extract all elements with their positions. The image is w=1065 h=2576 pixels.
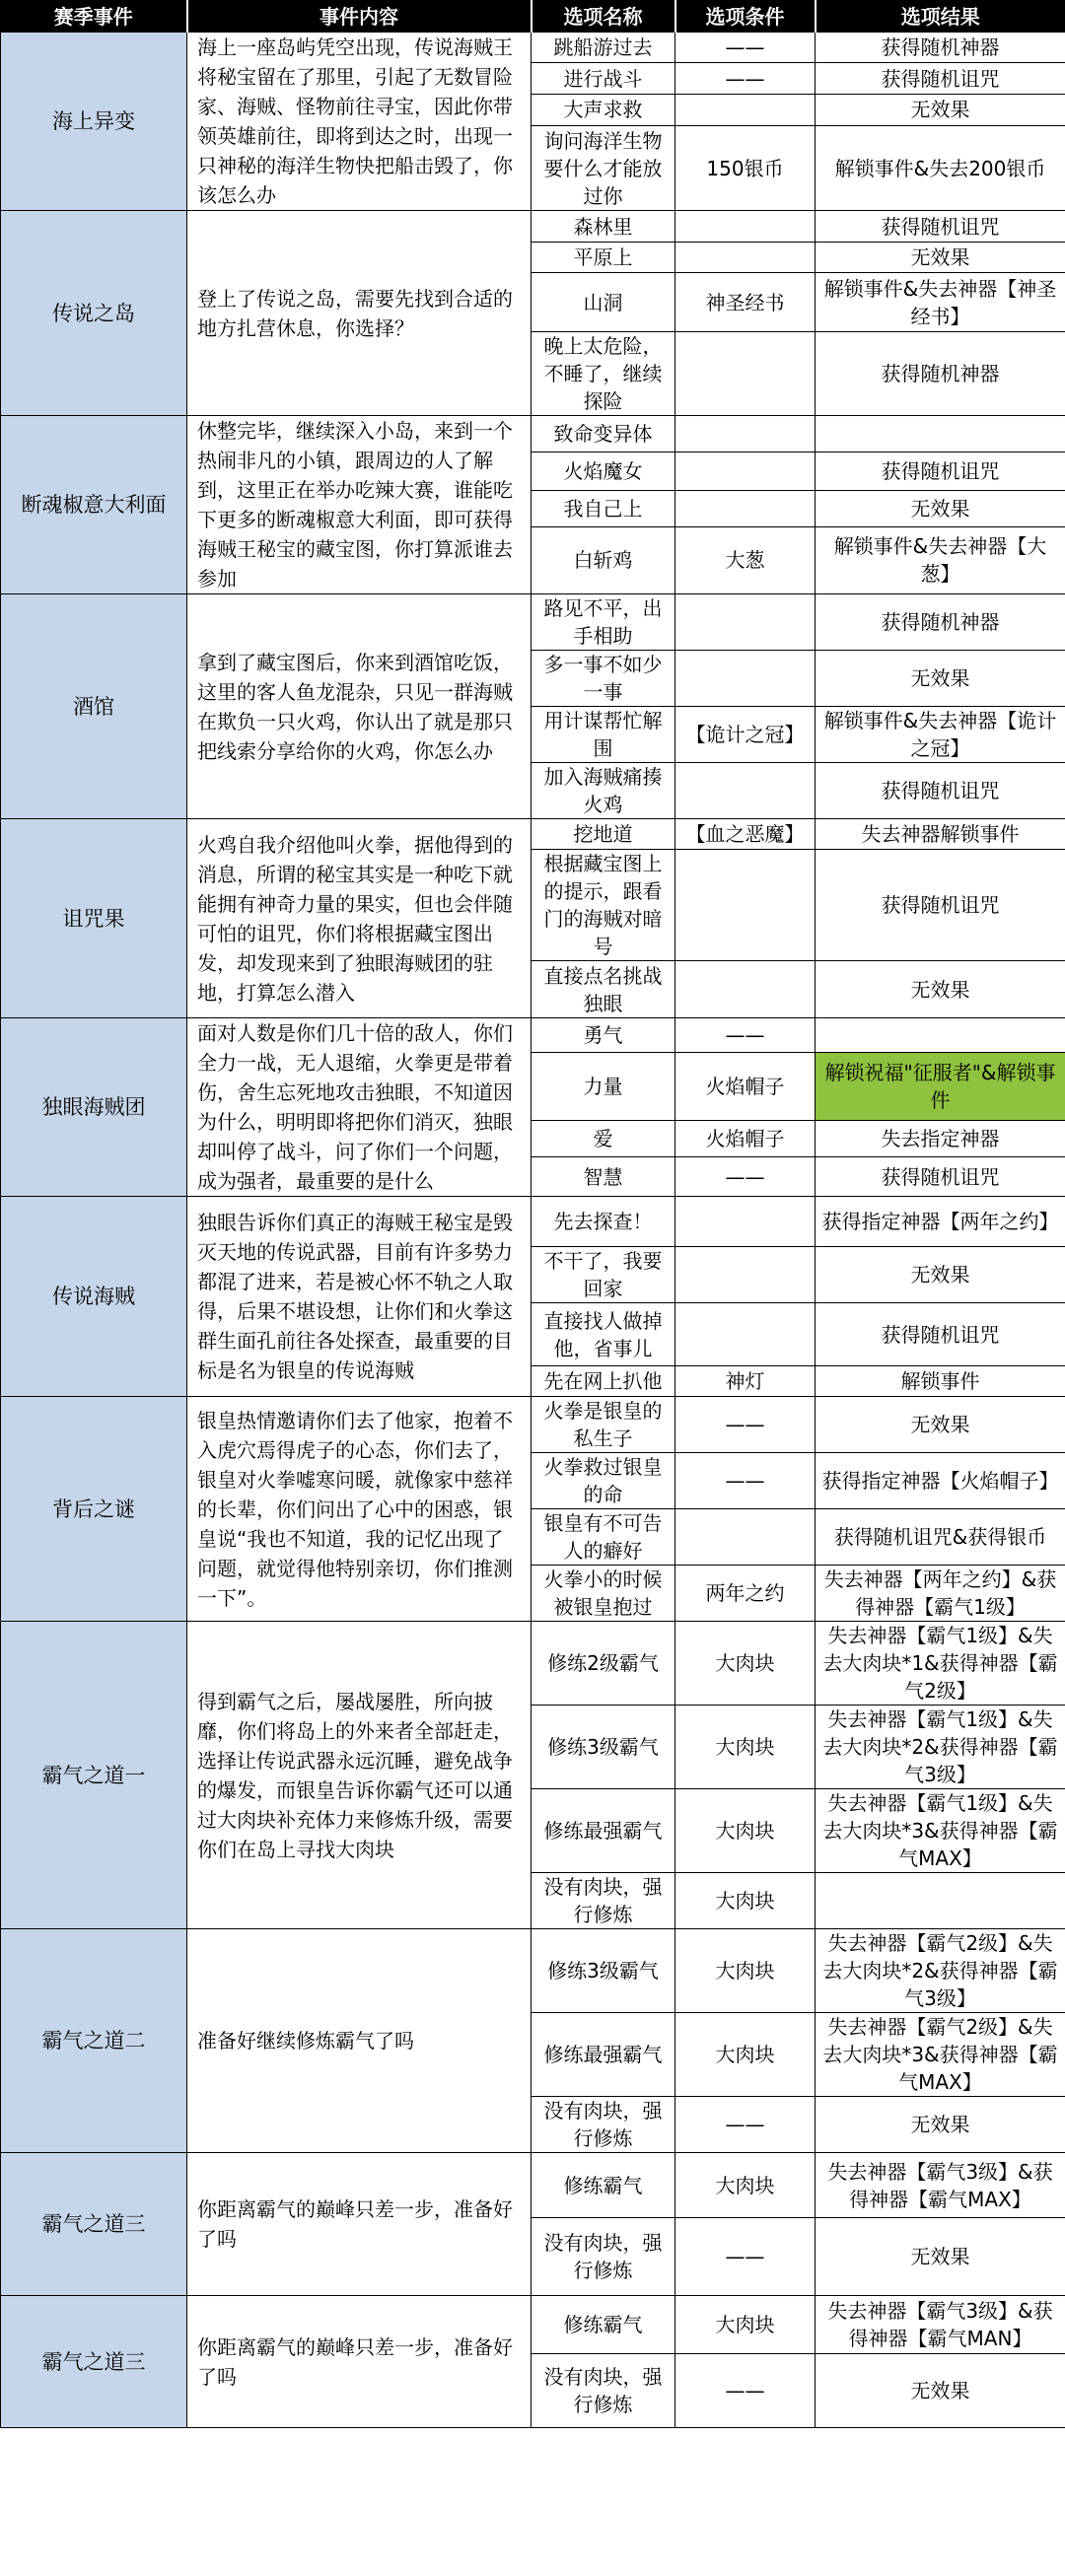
option-name: 询问海洋生物要什么才能放过你	[532, 126, 675, 211]
event-name: 霸气之道一	[1, 1622, 187, 1929]
option-result: 无效果	[816, 2354, 1065, 2428]
option-name: 没有肉块，强行修炼	[532, 1873, 675, 1929]
option-result: 无效果	[816, 1397, 1065, 1453]
option-name: 我自己上	[532, 490, 675, 526]
option-condition: ——	[675, 1453, 816, 1509]
option-condition: 两年之约	[675, 1566, 816, 1622]
option-condition: ——	[675, 63, 816, 94]
option-condition	[675, 651, 816, 707]
option-result	[816, 1018, 1065, 1053]
table-row	[1, 1197, 1065, 1247]
option-condition: ——	[675, 1157, 816, 1197]
header-option-condition: 选项条件	[675, 1, 816, 33]
table-row	[1, 33, 1065, 63]
option-condition: ——	[675, 1018, 816, 1053]
option-result: 获得随机诅咒&获得银币	[816, 1509, 1065, 1566]
header-row	[1, 1, 1065, 33]
header-season-event: 赛季事件	[1, 1, 187, 33]
option-name: 没有肉块，强行修炼	[532, 2354, 675, 2428]
option-name: 火拳是银皇的私生子	[532, 1397, 675, 1453]
option-name: 银皇有不可告人的癖好	[532, 1509, 675, 1566]
option-result: 获得随机诅咒	[816, 763, 1065, 819]
event-content: 得到霸气之后，屡战屡胜，所向披靡，你们将岛上的外来者全部赶走，选择让传说武器永远沉睡，避免战争的爆发，而银皇告诉你霸气还可以通过大肉块补充体力来修炼升级，需要你们在岛上寻找大肉块	[187, 1622, 532, 1929]
option-condition: 大肉块	[675, 2153, 816, 2218]
option-result: 解锁事件&失去200银币	[816, 126, 1065, 211]
option-name: 修练霸气	[532, 2296, 675, 2354]
option-result	[816, 416, 1065, 453]
option-condition: 大肉块	[675, 2296, 816, 2354]
option-name: 力量	[532, 1052, 675, 1121]
option-name: 跳船游过去	[532, 33, 675, 63]
option-result: 解锁祝福"征服者"&解锁事件	[816, 1052, 1065, 1121]
option-name: 修练2级霸气	[532, 1622, 675, 1706]
header-event-content: 事件内容	[187, 1, 532, 33]
option-name: 多一事不如少一事	[532, 651, 675, 707]
option-condition	[675, 850, 816, 961]
table-row	[1, 416, 1065, 453]
option-condition: 大肉块	[675, 1622, 816, 1706]
option-name: 火焰魔女	[532, 453, 675, 490]
option-name: 火拳救过银皇的命	[532, 1453, 675, 1509]
option-name: 先在网上扒他	[532, 1366, 675, 1397]
option-result: 获得随机诅咒	[816, 1157, 1065, 1197]
option-condition: 神圣经书	[675, 273, 816, 332]
event-content: 面对人数是你们几十倍的敌人，你们全力一战，无人退缩，火拳更是带着伤，舍生忘死地攻击独眼，不知道因为什么，明明即将把你们消灭，独眼却叫停了战斗，问了你们一个问题，成为强者，最重要的是什么	[187, 1018, 532, 1197]
option-result: 失去神器【霸气2级】&失去大肉块*3&获得神器【霸气MAX】	[816, 2013, 1065, 2097]
table-row	[1, 1018, 1065, 1053]
option-condition: 【血之恶魔】	[675, 819, 816, 850]
event-content: 银皇热情邀请你们去了他家，抱着不入虎穴焉得虎子的心态，你们去了，银皇对火拳嘘寒问暖，就像家中慈祥的长辈，你们问出了心中的困惑，银皇说“我也不知道，我的记忆出现了问题，就觉得他特别亲切，你们推测一下”。	[187, 1397, 532, 1622]
option-result: 获得随机诅咒	[816, 453, 1065, 490]
option-result: 失去神器【霸气1级】&失去大肉块*2&获得神器【霸气3级】	[816, 1706, 1065, 1789]
table-row	[1, 211, 1065, 243]
option-result: 失去指定神器	[816, 1121, 1065, 1157]
option-result: 无效果	[816, 94, 1065, 125]
option-condition: ——	[675, 2218, 816, 2296]
option-condition: 大肉块	[675, 2013, 816, 2097]
option-result: 获得随机神器	[816, 33, 1065, 63]
option-name: 进行战斗	[532, 63, 675, 94]
option-name: 用计谋帮忙解围	[532, 707, 675, 763]
option-name: 加入海贼痛揍火鸡	[532, 763, 675, 819]
option-name: 直接点名挑战独眼	[532, 961, 675, 1018]
option-result: 无效果	[816, 2218, 1065, 2296]
table-row	[1, 594, 1065, 651]
option-result: 获得随机诅咒	[816, 63, 1065, 94]
option-name: 勇气	[532, 1018, 675, 1053]
option-condition: 150银币	[675, 126, 816, 211]
event-content: 你距离霸气的巅峰只差一步，准备好了吗	[187, 2296, 532, 2428]
option-condition	[675, 332, 816, 416]
option-condition: ——	[675, 1397, 816, 1453]
option-result: 解锁事件&失去神器【大葱】	[816, 526, 1065, 593]
option-condition	[675, 416, 816, 453]
option-result: 失去神器【霸气3级】&获得神器【霸气MAX】	[816, 2153, 1065, 2218]
option-condition: ——	[675, 2354, 816, 2428]
event-content: 你距离霸气的巅峰只差一步，准备好了吗	[187, 2153, 532, 2296]
option-condition	[675, 453, 816, 490]
event-content: 独眼告诉你们真正的海贼王秘宝是毁灭天地的传说武器，目前有许多势力都混了进来，若是被心怀不轨之人取得，后果不堪设想，让你们和火拳这群生面孔前往各处探查，最重要的目标是名为银皇的传说海贼	[187, 1197, 532, 1397]
option-result: 失去神器【霸气3级】&获得神器【霸气MAN】	[816, 2296, 1065, 2354]
option-condition	[675, 490, 816, 526]
event-name: 霸气之道三	[1, 2296, 187, 2428]
event-content: 火鸡自我介绍他叫火拳，据他得到的消息，所谓的秘宝其实是一种吃下就能拥有神奇力量的果实，但也会伴随可怕的诅咒，你们将根据藏宝图出发，却发现来到了独眼海贼团的驻地，打算怎么潜入	[187, 819, 532, 1018]
option-condition	[675, 1509, 816, 1566]
event-content: 休整完毕，继续深入小岛，来到一个热闹非凡的小镇，跟周边的人了解到，这里正在举办吃辣大赛，谁能吃下更多的断魂椒意大利面，即可获得海贼王秘宝的藏宝图，你打算派谁去参加	[187, 416, 532, 594]
event-content: 登上了传说之岛，需要先找到合适的地方扎营休息，你选择？	[187, 211, 532, 416]
option-condition	[675, 763, 816, 819]
option-name: 致命变异体	[532, 416, 675, 453]
option-name: 根据藏宝图上的提示，跟看门的海贼对暗号	[532, 850, 675, 961]
event-name: 霸气之道二	[1, 1929, 187, 2153]
option-result: 无效果	[816, 651, 1065, 707]
option-result: 解锁事件&失去神器【诡计之冠】	[816, 707, 1065, 763]
option-condition: 大肉块	[675, 1706, 816, 1789]
event-name: 霸气之道三	[1, 2153, 187, 2296]
option-result: 获得随机诅咒	[816, 211, 1065, 243]
option-name: 没有肉块，强行修炼	[532, 2097, 675, 2153]
option-result: 失去神器【霸气1级】&失去大肉块*3&获得神器【霸气MAX】	[816, 1789, 1065, 1873]
option-name: 不干了，我要回家	[532, 1247, 675, 1303]
option-condition: ——	[675, 33, 816, 63]
option-condition	[675, 961, 816, 1018]
option-result: 无效果	[816, 2097, 1065, 2153]
option-name: 先去探查！	[532, 1197, 675, 1247]
option-name: 山洞	[532, 273, 675, 332]
option-condition	[675, 1197, 816, 1247]
event-name: 传说海贼	[1, 1197, 187, 1397]
option-condition: 【诡计之冠】	[675, 707, 816, 763]
option-result: 获得随机神器	[816, 594, 1065, 651]
option-result: 失去神器【霸气2级】&失去大肉块*2&获得神器【霸气3级】	[816, 1929, 1065, 2013]
table-row	[1, 1929, 1065, 2013]
option-name: 火拳小的时候被银皇抱过	[532, 1566, 675, 1622]
option-name: 大声求救	[532, 94, 675, 125]
option-condition: 神灯	[675, 1366, 816, 1397]
option-name: 修练3级霸气	[532, 1706, 675, 1789]
option-condition: 火焰帽子	[675, 1052, 816, 1121]
option-result	[816, 1873, 1065, 1929]
event-name: 传说之岛	[1, 211, 187, 416]
option-result: 解锁事件&失去神器【神圣经书】	[816, 273, 1065, 332]
table-row	[1, 2296, 1065, 2354]
option-name: 没有肉块，强行修炼	[532, 2218, 675, 2296]
event-name: 背后之谜	[1, 1397, 187, 1622]
option-name: 森林里	[532, 211, 675, 243]
event-content: 海上一座岛屿凭空出现，传说海贼王将秘宝留在了那里，引起了无数冒险家、海贼、怪物前往寻宝，因此你带领英雄前往，即将到达之时，出现一只神秘的海洋生物快把船击毁了，你该怎么办	[187, 33, 532, 211]
table-row	[1, 819, 1065, 850]
option-name: 白斩鸡	[532, 526, 675, 593]
option-result: 解锁事件	[816, 1366, 1065, 1397]
option-name: 修练最强霸气	[532, 2013, 675, 2097]
option-condition: 大肉块	[675, 1789, 816, 1873]
option-name: 直接找人做掉他，省事儿	[532, 1303, 675, 1366]
option-result: 失去神器解锁事件	[816, 819, 1065, 850]
option-result: 获得随机诅咒	[816, 1303, 1065, 1366]
option-name: 智慧	[532, 1157, 675, 1197]
option-condition	[675, 594, 816, 651]
header-option-result: 选项结果	[816, 1, 1065, 33]
option-condition	[675, 94, 816, 125]
option-result: 失去神器【两年之约】&获得神器【霸气1级】	[816, 1566, 1065, 1622]
option-result: 获得指定神器【两年之约】	[816, 1197, 1065, 1247]
event-content: 准备好继续修炼霸气了吗	[187, 1929, 532, 2153]
option-result: 无效果	[816, 1247, 1065, 1303]
option-condition: 大葱	[675, 526, 816, 593]
option-condition	[675, 1303, 816, 1366]
option-name: 挖地道	[532, 819, 675, 850]
option-condition	[675, 1247, 816, 1303]
table-row	[1, 1397, 1065, 1453]
option-name: 晚上太危险，不睡了，继续探险	[532, 332, 675, 416]
option-name: 修练霸气	[532, 2153, 675, 2218]
table-row	[1, 2153, 1065, 2218]
option-condition	[675, 211, 816, 243]
option-result: 获得随机神器	[816, 332, 1065, 416]
option-result: 获得指定神器【火焰帽子】	[816, 1453, 1065, 1509]
event-name: 海上异变	[1, 33, 187, 211]
option-condition	[675, 243, 816, 273]
event-name: 独眼海贼团	[1, 1018, 187, 1197]
option-condition: 大肉块	[675, 1873, 816, 1929]
event-content: 拿到了藏宝图后，你来到酒馆吃饭，这里的客人鱼龙混杂，只见一群海贼在欺负一只火鸡，你认出了就是那只把线索分享给你的火鸡，你怎么办	[187, 594, 532, 819]
event-name: 断魂椒意大利面	[1, 416, 187, 594]
event-name: 诅咒果	[1, 819, 187, 1018]
option-name: 爱	[532, 1121, 675, 1157]
option-result: 失去神器【霸气1级】&失去大肉块*1&获得神器【霸气2级】	[816, 1622, 1065, 1706]
option-name: 修练3级霸气	[532, 1929, 675, 2013]
option-condition: 火焰帽子	[675, 1121, 816, 1157]
option-condition: 大肉块	[675, 1929, 816, 2013]
option-result: 获得随机诅咒	[816, 850, 1065, 961]
option-result: 无效果	[816, 490, 1065, 526]
header-option-name: 选项名称	[532, 1, 675, 33]
option-result: 无效果	[816, 961, 1065, 1018]
event-name: 酒馆	[1, 594, 187, 819]
table-body	[1, 33, 1065, 2428]
option-result: 无效果	[816, 243, 1065, 273]
option-name: 修练最强霸气	[532, 1789, 675, 1873]
option-condition: ——	[675, 2097, 816, 2153]
table-row	[1, 1622, 1065, 1706]
option-name: 路见不平，出手相助	[532, 594, 675, 651]
option-name: 平原上	[532, 243, 675, 273]
